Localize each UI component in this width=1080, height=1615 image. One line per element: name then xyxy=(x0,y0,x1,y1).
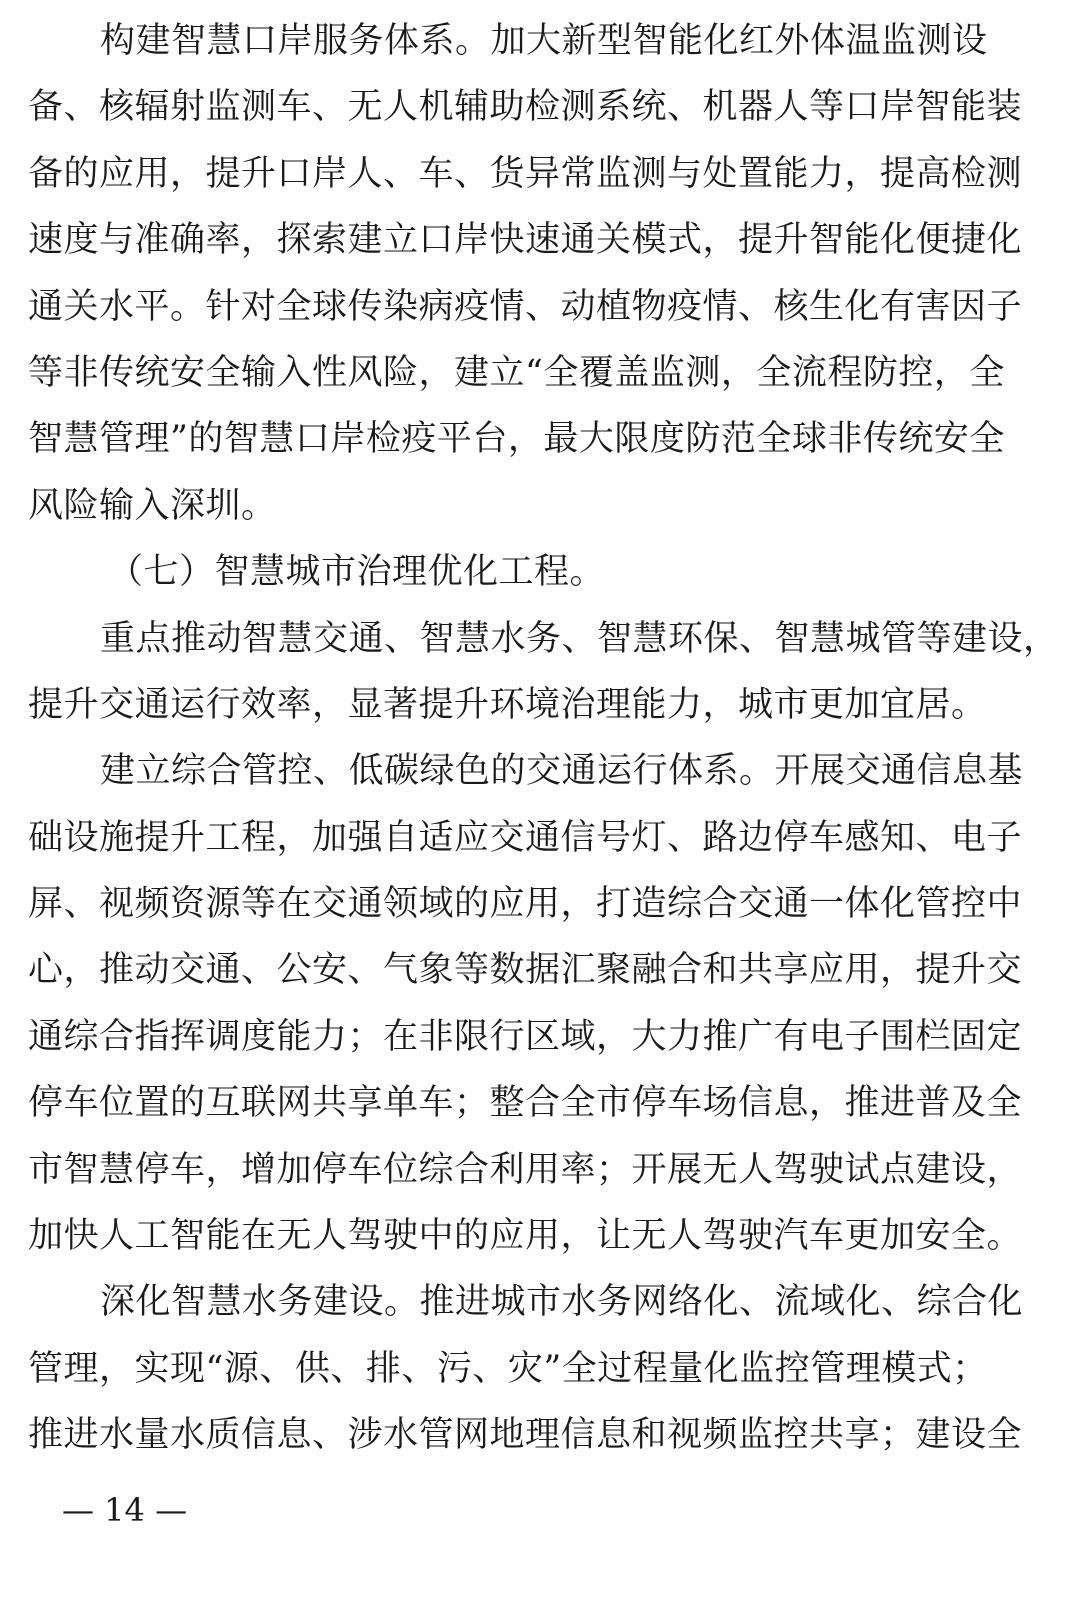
paragraph-line: 等非传统安全输入性风险，建立“全覆盖监测，全流程防控，全 xyxy=(28,352,1005,393)
paragraph-line: 智慧管理”的智慧口岸检疫平台，最大限度防范全球非传统安全 xyxy=(28,419,1005,460)
paragraph-line: 备、核辐射监测车、无人机辅助检测系统、机器人等口岸智能装 xyxy=(28,87,1023,128)
paragraph-line: 停车位置的互联网共享单车；整合全市停车场信息，推进普及全 xyxy=(28,1083,1023,1124)
page-number: — 14 — xyxy=(62,1491,188,1529)
paragraph-line: 提升交通运行效率，显著提升环境治理能力，城市更加宜居。 xyxy=(28,684,987,725)
paragraph-line: 建立综合管控、低碳绿色的交通运行体系。开展交通信息基 xyxy=(100,751,1024,792)
paragraph-line: 推进水量水质信息、涉水管网地理信息和视频监控共享；建设全 xyxy=(28,1415,1023,1456)
paragraph-line: 重点推动智慧交通、智慧水务、智慧环保、智慧城管等建设， xyxy=(100,618,1059,659)
paragraph-line: 构建智慧口岸服务体系。加大新型智能化红外体温监测设 xyxy=(100,21,988,61)
paragraph-line: 深化智慧水务建设。推进城市水务网络化、流域化、综合化 xyxy=(100,1282,1024,1323)
paragraph-line: 市智慧停车，增加停车位综合利用率；开展无人驾驶试点建设， xyxy=(28,1149,1023,1190)
paragraph-line: 风险输入深圳。 xyxy=(28,485,277,526)
paragraph-line: 屏、视频资源等在交通领域的应用，打造综合交通一体化管控中 xyxy=(28,884,1023,925)
paragraph-line: 备的应用，提升口岸人、车、货异常监测与处置能力，提高检测 xyxy=(28,153,1023,194)
paragraph-line: 管理，实现“源、供、排、污、灾”全过程量化监控管理模式； xyxy=(28,1348,988,1389)
document-body xyxy=(28,8,1064,1469)
paragraph-line: 加快人工智能在无人驾驶中的应用，让无人驾驶汽车更加安全。 xyxy=(28,1216,1023,1257)
paragraph-line: 速度与准确率，探索建立口岸快速通关模式，提升智能化便捷化 xyxy=(28,220,1023,261)
section-heading: （七）智慧城市治理优化工程。 xyxy=(108,552,606,593)
paragraph-line: 础设施提升工程，加强自适应交通信号灯、路边停车感知、电子 xyxy=(28,817,1023,858)
paragraph-line: 心，推动交通、公安、气象等数据汇聚融合和共享应用，提升交 xyxy=(28,950,1023,991)
paragraph-line: 通综合指挥调度能力；在非限行区域，大力推广有电子围栏固定 xyxy=(28,1016,1023,1057)
paragraph-line: 通关水平。针对全球传染病疫情、动植物疫情、核生化有害因子 xyxy=(28,286,1023,327)
